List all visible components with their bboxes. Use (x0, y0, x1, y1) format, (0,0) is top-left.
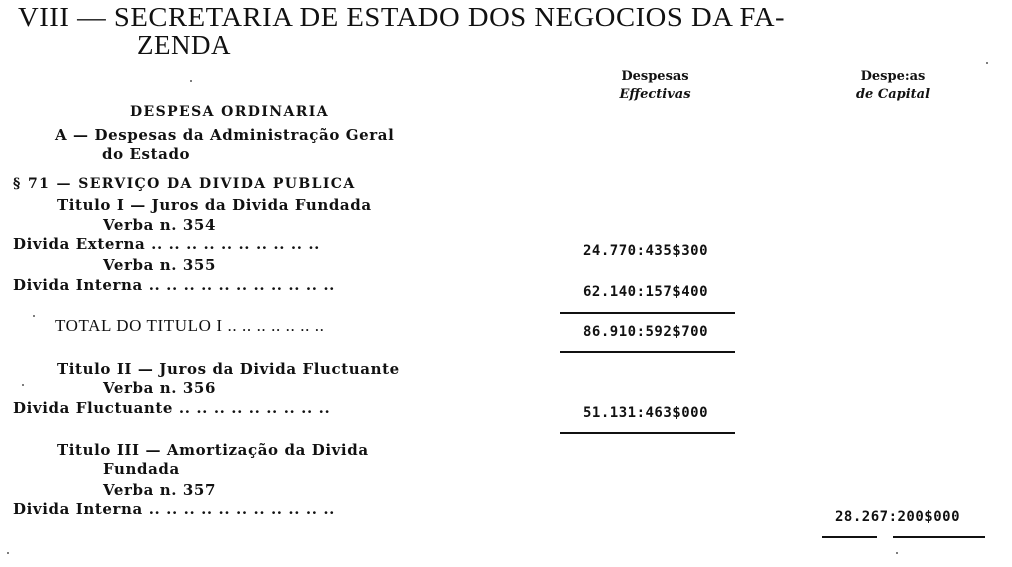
total-rule-bottom (560, 351, 735, 353)
capital-rule-left (822, 536, 877, 538)
row-label-total-titulo-1: TOTAL DO TITULO I .. .. .. .. .. .. .. (55, 316, 325, 335)
section-despesa-ordinaria: DESPESA ORDINARIA (130, 104, 329, 120)
row-label-divida-fluctuante: Divida Fluctuante .. .. .. .. .. .. .. .. .. (13, 399, 331, 417)
capital-rule-right (893, 536, 985, 538)
titulo-3-heading-line1: Titulo III — Amortização da Divida (57, 441, 369, 459)
titulo-3-heading-line2: Fundada (103, 460, 180, 478)
column-header-despesas-effectivas (590, 68, 720, 104)
page-title-line1: VIII — SECRETARIA DE ESTADO DOS NEGOCIOS DA FA- (18, 2, 786, 32)
titulo-2-heading: Titulo II — Juros da Divida Fluctuante (57, 360, 400, 378)
column-header-despesas-capital (828, 68, 958, 104)
section-administracao-line2: do Estado (102, 145, 191, 163)
section-administracao-line1: A — Despesas da Administração Geral (55, 126, 395, 144)
row-label-divida-interna: Divida Interna .. .. .. .. .. .. .. .. .. .. .. (13, 276, 336, 294)
row-label-divida-externa: Divida Externa .. .. .. .. .. .. .. .. .. .. (13, 235, 320, 253)
scan-speck (7, 552, 9, 554)
row-amount-total-titulo-1: 86.910:592$700 (583, 324, 709, 340)
column-header-line: Despesas (621, 69, 689, 84)
row-amount-divida-interna: 62.140:157$400 (583, 284, 709, 300)
scan-speck (33, 315, 35, 317)
scan-speck (22, 384, 24, 386)
scan-speck (986, 62, 988, 64)
fluctuante-rule (560, 432, 735, 434)
scan-speck (190, 80, 192, 82)
column-header-line: Despe:as (860, 69, 926, 84)
scan-speck (896, 552, 898, 554)
column-header-line: Effectivas (619, 87, 691, 102)
titulo-1-heading: Titulo I — Juros da Divida Fundada (57, 196, 372, 214)
row-amount-divida-fluctuante: 51.131:463$000 (583, 405, 709, 421)
row-amount-divida-externa: 24.770:435$300 (583, 243, 709, 259)
section-servico-divida: § 71 — SERVIÇO DA DIVIDA PUBLICA (13, 176, 356, 192)
verba-label: Verba n. 354 (103, 216, 216, 234)
page-title-line2: ZENDA (137, 30, 231, 60)
row-amount-divida-interna-amortizacao: 28.267:200$000 (835, 509, 961, 525)
verba-label: Verba n. 357 (103, 481, 216, 499)
verba-label: Verba n. 356 (103, 379, 216, 397)
column-header-line: de Capital (855, 87, 931, 102)
total-rule-top (560, 312, 735, 314)
verba-label: Verba n. 355 (103, 256, 216, 274)
row-label-divida-interna-amortizacao: Divida Interna .. .. .. .. .. .. .. .. .. .. .. (13, 500, 336, 518)
